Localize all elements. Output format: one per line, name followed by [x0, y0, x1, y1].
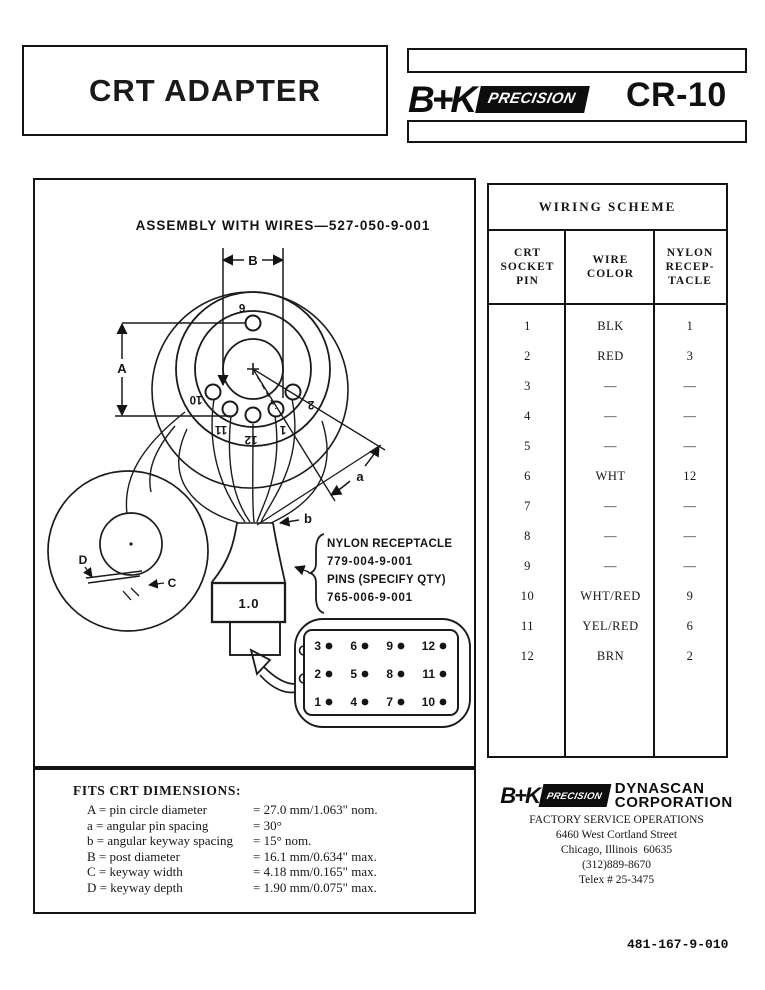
- model-number: CR-10: [626, 76, 727, 114]
- table-row: 6 WHT 12: [524, 468, 697, 483]
- socket-face-drawing: [152, 292, 348, 488]
- address-line: Chicago, Illinois 60635: [560, 844, 673, 856]
- recept-pin: 4: [350, 695, 357, 709]
- receptacle-pinout: [251, 619, 470, 727]
- callout-line: 779-004-9-001: [327, 556, 413, 568]
- recept-pin: 3: [314, 639, 321, 653]
- connector-marking: 1.0: [238, 596, 260, 611]
- wiring-table-title: WIRING SCHEME: [489, 185, 726, 231]
- dimension-row: D = keyway depth = 1.90 mm/0.075" max.: [87, 879, 377, 895]
- document-number: 481-167-9-010: [627, 937, 729, 952]
- recept-pin: 10: [421, 695, 435, 709]
- assembly-diagram-box: [33, 178, 476, 768]
- table-row: 9 — —: [524, 558, 697, 573]
- dim-label-b: b: [304, 511, 312, 526]
- column-divider: [653, 229, 655, 756]
- dimension-row: a = angular pin spacing = 30°: [87, 817, 282, 833]
- table-row: 12 BRN 2: [520, 648, 694, 663]
- socket-pin-label: 12: [244, 433, 258, 445]
- assembly-diagram-svg: [35, 180, 473, 765]
- recept-pin: 7: [386, 695, 393, 709]
- recept-pin: 6: [350, 639, 357, 653]
- company-name: DYNASCAN CORPORATION: [614, 780, 733, 811]
- dim-label-A: A: [117, 361, 127, 376]
- callout-line: 765-006-9-001: [327, 592, 413, 604]
- recept-pin: 12: [421, 639, 435, 653]
- dimensions-title: FITS CRT DIMENSIONS:: [73, 783, 242, 798]
- connector-drawing: [212, 523, 285, 655]
- column-header-wire-color: WIRE COLOR: [586, 254, 635, 280]
- precision-badge: [475, 86, 590, 113]
- table-row: 2 RED 3: [524, 348, 694, 363]
- table-row: 3 — —: [524, 378, 697, 393]
- brand-logo: [408, 79, 587, 119]
- wiring-table-header: [489, 231, 726, 305]
- table-row: 11 YEL/RED 6: [520, 618, 694, 633]
- dimension-row: B = post diameter = 16.1 mm/0.634" max.: [87, 848, 377, 864]
- table-row: 1 BLK 1: [524, 318, 694, 333]
- table-row: 7 — —: [524, 498, 697, 513]
- keyway-detail-drawing: [48, 471, 208, 631]
- socket-pin-label: 11: [214, 423, 228, 435]
- precision-badge-small: [538, 784, 611, 807]
- footer-brand-block: [498, 782, 735, 888]
- column-header-nylon-receptacle: NYLON RECEP- TACLE: [665, 247, 715, 287]
- recept-pin: 2: [314, 667, 321, 681]
- dim-label-B: B: [248, 253, 258, 268]
- socket-pin-label: 10: [189, 393, 203, 405]
- socket-pin-label: 6: [238, 301, 246, 313]
- brace: [310, 534, 324, 613]
- footer-brand-row: [498, 782, 735, 809]
- wiring-scheme-table: [487, 183, 728, 758]
- table-row: 10 WHT/RED 9: [520, 588, 694, 603]
- address-block: [498, 813, 735, 888]
- address-line: Telex # 25-3475: [578, 874, 655, 886]
- precision-label-small: PRECISION: [545, 791, 603, 802]
- page-title: CRT ADAPTER: [88, 72, 321, 108]
- wiring-table-body: [489, 305, 726, 671]
- callout-line: NYLON RECEPTACLE: [327, 538, 453, 550]
- assembly-label: ASSEMBLY WITH WIRES—527-050-9-001: [135, 218, 431, 233]
- header-top-bar: [407, 48, 747, 73]
- address-line: FACTORY SERVICE OPERATIONS: [529, 814, 704, 826]
- recept-pin: 9: [386, 639, 393, 653]
- header-bottom-bar: [407, 120, 747, 143]
- crt-dimensions-box: [33, 768, 476, 914]
- receptacle-callout: [295, 534, 452, 613]
- dim-label-a: a: [356, 469, 364, 484]
- title-box: [22, 45, 388, 136]
- bk-logo-text: B+K: [408, 78, 475, 120]
- recept-pin: 5: [350, 667, 357, 681]
- table-row: 5 — —: [524, 438, 697, 453]
- callout-line: PINS (SPECIFY QTY): [327, 574, 446, 586]
- dimension-b: [280, 511, 312, 526]
- socket-pin-label: 1: [279, 423, 287, 435]
- dimension-row: A = pin circle diameter = 27.0 mm/1.063" nom.: [87, 802, 378, 817]
- socket-pin-label: 2: [307, 398, 315, 410]
- dim-label-D: D: [78, 553, 88, 567]
- dimension-row: C = keyway width = 4.18 mm/0.165" max.: [87, 864, 377, 880]
- column-divider: [564, 229, 566, 756]
- column-header-crt-socket-pin: CRT SOCKET PIN: [500, 247, 555, 287]
- recept-pin: 8: [386, 667, 393, 681]
- address-line: 6460 West Cortland Street: [555, 829, 678, 841]
- table-row: 4 — —: [524, 408, 697, 423]
- dim-label-C: C: [167, 576, 177, 590]
- bk-logo-text-small: B+K: [500, 782, 539, 808]
- recept-pin: 11: [422, 667, 435, 681]
- precision-label: PRECISION: [486, 89, 578, 107]
- dimension-row: b = angular keyway spacing = 15° nom.: [87, 833, 312, 849]
- address-line: (312)889-8670: [582, 859, 651, 871]
- recept-pin: 1: [314, 695, 321, 709]
- table-row: 8 — —: [524, 528, 697, 543]
